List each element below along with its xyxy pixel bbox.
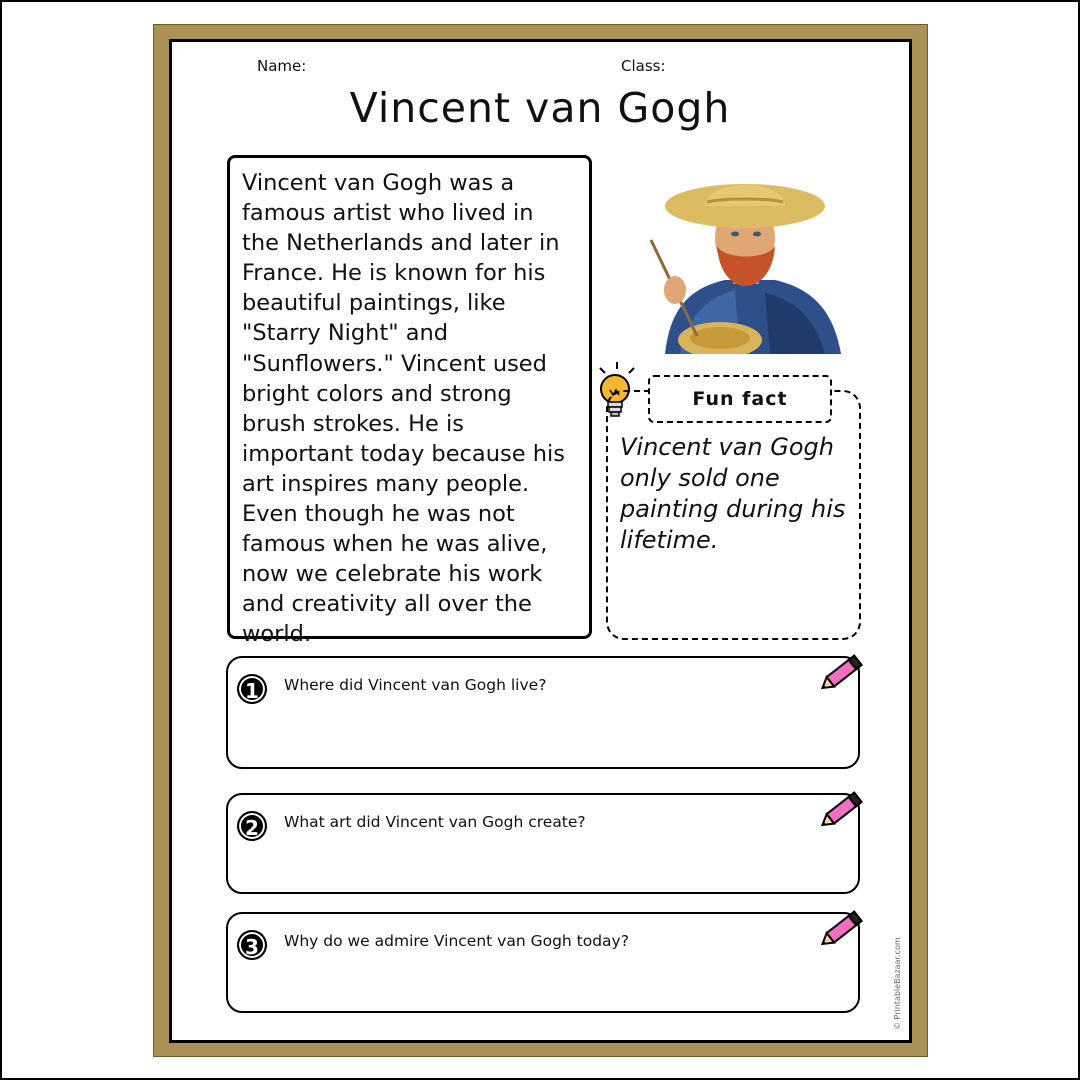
question-number-badge: 3	[237, 930, 267, 960]
question-box-3[interactable]	[226, 912, 860, 1013]
pencil-icon	[816, 787, 868, 835]
portrait-illustration	[645, 168, 845, 354]
class-label: Class:	[621, 57, 666, 75]
question-box-2[interactable]	[226, 793, 860, 894]
pencil-icon	[816, 906, 868, 954]
pencil-icon	[816, 650, 868, 698]
reading-passage: Vincent van Gogh was a famous artist who lived in the Netherlands and later in France. He is known for his beautiful paintings, like "Starry Night" and "Sunflowers." Vincent used bright colors and strong brush strokes. He is important today because his art inspires many people. Even though he was not famous when he was alive, now we celebrate his work and creativity all over the world.	[227, 155, 592, 639]
question-text: What art did Vincent van Gogh create?	[284, 813, 586, 831]
credit-text: © PrintableBazaar.com	[893, 937, 902, 1030]
name-label: Name:	[257, 57, 307, 75]
question-number-badge: 2	[237, 811, 267, 841]
page-title: Vincent van Gogh	[349, 84, 731, 132]
fun-fact-label: Fun fact	[648, 375, 832, 423]
question-text: Where did Vincent van Gogh live?	[284, 676, 547, 694]
question-box-1[interactable]	[226, 656, 860, 769]
fun-fact-text: Vincent van Gogh only sold one painting during his lifetime.	[620, 433, 846, 554]
question-text: Why do we admire Vincent van Gogh today?	[284, 932, 629, 950]
question-number-badge: 1	[237, 674, 267, 704]
